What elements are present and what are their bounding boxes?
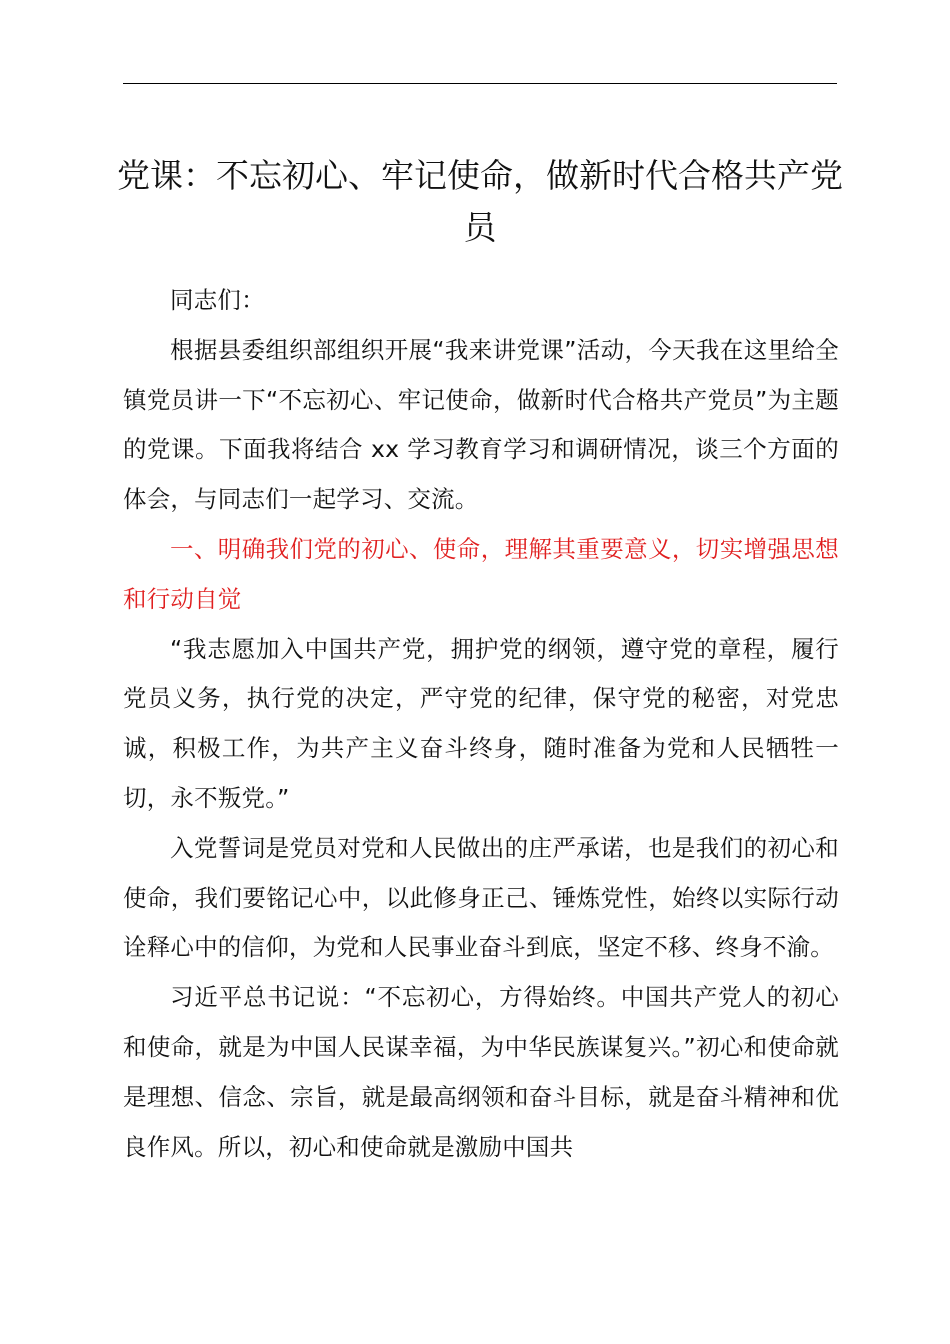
header-rule (123, 83, 837, 84)
paragraph-oath-quote: “我志愿加入中国共产党，拥护党的纲领，遵守党的章程，履行党员义务，执行党的决定，严守党的纪律，保守党的秘密，对党忠诚，积极工作，为共产主义奋斗终身，随时准备为党和人民牺牲一切，永不叛党。” (123, 634, 839, 812)
document-body (123, 276, 839, 1172)
salutation: 同志们： (170, 286, 265, 314)
paragraph-intro: 根据县委组织部组织开展“我来讲党课”活动，今天我在这里给全镇党员讲一下“不忘初心、牢记使命，做新时代合格共产党员”为主题的党课。下面我将结合 xx 学习教育学习和调研情况，谈三个方面的体会，与同志们一起学习、交流。 (123, 335, 839, 514)
paragraph-xi-quote: 习近平总书记说：“不忘初心，方得始终。中国共产党人的初心和使命，就是为中国人民谋幸福，为中华民族谋复兴。”初心和使命就是理想、信念、宗旨，就是最高纲领和奋斗目标，就是奋斗精神和优良作风。所以，初心和使命就是激励中国共 (123, 983, 839, 1161)
document-title: 党课：不忘初心、牢记使命，做新时代合格共产党员 (117, 156, 843, 247)
paragraph-oath-meaning: 入党誓词是党员对党和人民做出的庄严承诺，也是我们的初心和使命，我们要铭记心中，以此修身正己、锤炼党性，始终以实际行动诠释心中的信仰，为党和人民事业奋斗到底，坚定不移、终身不渝。 (123, 833, 839, 962)
section-heading-1: 一、明确我们党的初心、使命，理解其重要意义，切实增强思想和行动自觉 (123, 534, 839, 613)
